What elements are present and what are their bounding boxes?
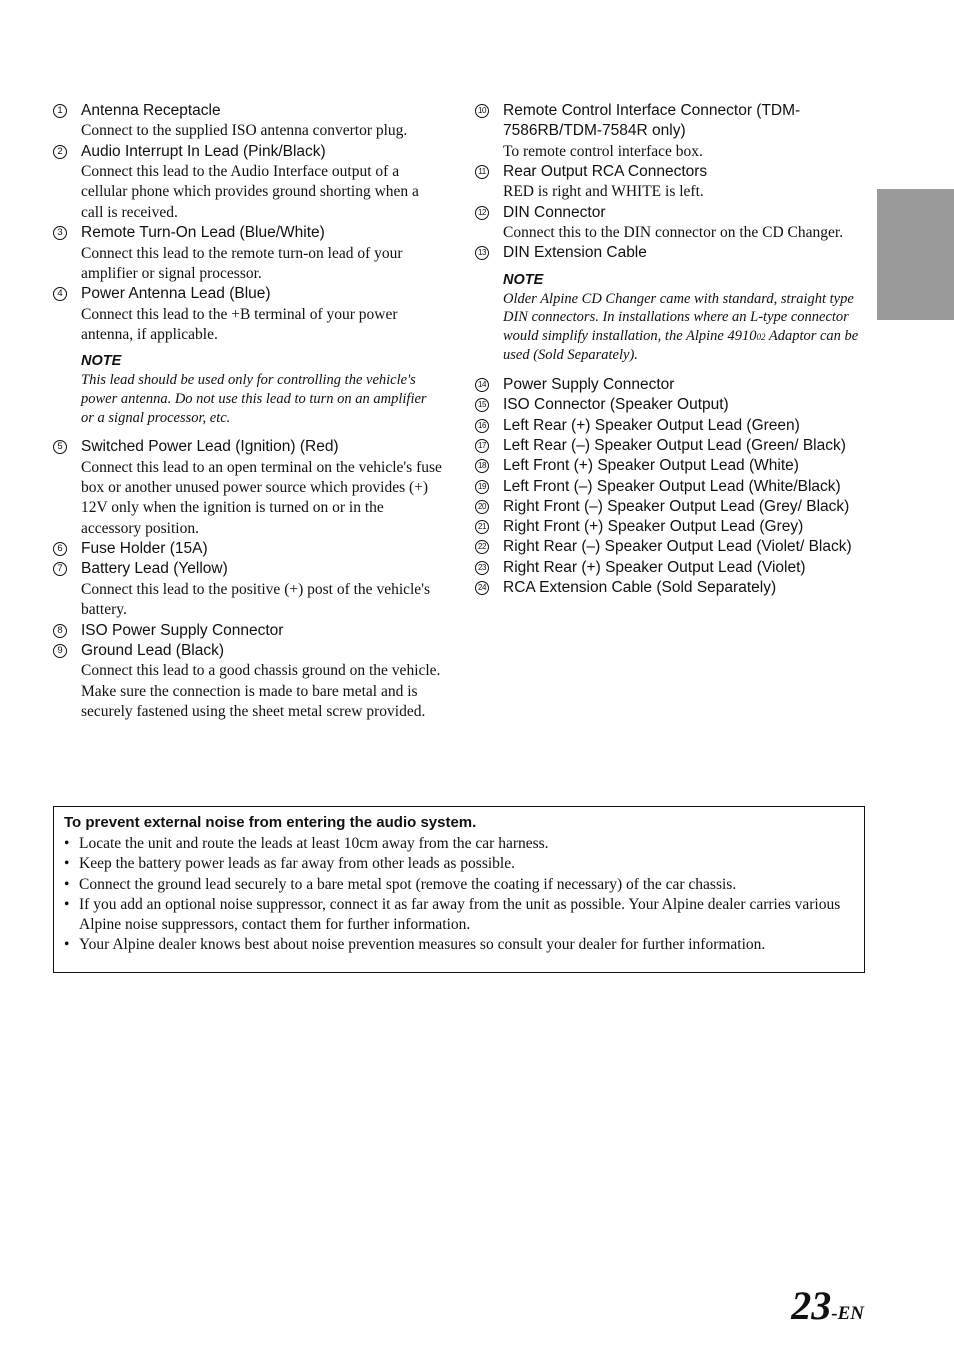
item-number: 4 [53,287,67,301]
bullet-item: • Keep the battery power leads as far away from other leads as possible. [64,854,854,874]
item-number: 12 [475,206,489,220]
bullet-icon: • [64,895,70,913]
note-text: Older Alpine CD Changer came with standard, straight type DIN connectors. In installations where an L-type connector would simplify installation, the Alpine 491002 Adaptor can be used (Sold Separately). [503,290,859,364]
list-item [475,243,875,263]
list-item [53,539,443,559]
list-item [475,395,875,415]
noise-prevention-box [53,806,865,973]
list-item [475,537,875,557]
item-description: Connect this lead to the Audio Interface output of a cellular phone which provides ground shorting when a call is received. [81,163,419,221]
list-item [53,284,443,345]
item-number: 6 [53,542,67,556]
list-item [475,477,875,497]
item-number: 17 [475,439,489,453]
item-description: Connect to the supplied ISO antenna convertor plug. [81,122,408,140]
item-description: Connect this lead to an open terminal on the vehicle's fuse box or another unused power source which provides (+) 12V only when the ignition is turned on or in the accessory position. [81,458,442,537]
item-title: ISO Power Supply Connector [81,621,284,639]
item-title: Power Antenna Lead (Blue) [81,285,271,303]
item-title: Right Rear (–) Speaker Output Lead (Violet/ Black) [503,538,852,556]
list-item [53,437,443,539]
item-number: 13 [475,246,489,260]
item-title: Fuse Holder (15A) [81,540,208,558]
list-item [53,223,443,284]
note-label: NOTE [81,353,122,370]
list-item [475,456,875,476]
item-number: 21 [475,520,489,534]
note-block [53,351,443,427]
bullet-icon: • [64,936,70,954]
item-title: RCA Extension Cable (Sold Separately) [503,579,777,597]
right-column [475,101,875,598]
bullet-icon: • [64,875,70,893]
item-description: RED is right and WHITE is left. [503,183,704,201]
item-description: To remote control interface box. [503,142,703,160]
bullet-icon: • [64,835,70,852]
list-item [53,559,443,620]
bullet-list [64,834,854,956]
item-title: Audio Interrupt In Lead (Pink/Black) [81,142,326,160]
bullet-item: • Your Alpine dealer knows best about noise prevention measures so consult your dealer for further information. [64,935,854,955]
bullet-icon: • [64,855,70,873]
item-number: 10 [475,104,489,118]
bullet-item: • If you add an optional noise suppressor, connect it as far away from the unit as possible. Your Alpine dealer carries various Alpine noise suppressors, contact them for further information. [64,895,841,934]
item-title: Remote Control Interface Connector (TDM-7586RB/TDM-7584R only) [503,102,801,140]
item-number: 2 [53,145,67,159]
item-title: Right Front (+) Speaker Output Lead (Grey) [503,518,804,536]
item-title: Remote Turn-On Lead (Blue/White) [81,224,325,242]
item-description: Connect this lead to the remote turn-on lead of your amplifier or signal processor. [81,244,403,282]
list-item [475,517,875,537]
list-item [475,416,875,436]
list-item [475,436,875,456]
item-title: DIN Connector [503,203,606,221]
list-item [475,558,875,578]
item-number: 15 [475,398,489,412]
list-item [53,641,443,723]
item-description: Connect this lead to a good chassis ground on the vehicle. Make sure the connection is made to bare metal and is securely fastened using the sheet metal screw provided. [81,662,441,720]
item-number: 24 [475,581,489,595]
note-label: NOTE [503,271,544,288]
item-title: Rear Output RCA Connectors [503,163,708,180]
item-title: Ground Lead (Black) [81,641,225,659]
section-tab [877,189,954,320]
item-number: 18 [475,459,489,473]
list-item [53,101,443,142]
item-number: 3 [53,226,67,240]
item-number: 22 [475,540,489,554]
item-description: Connect this lead to the +B terminal of your power antenna, if applicable. [81,305,398,344]
item-title: Antenna Receptacle [81,102,221,119]
page-number-suffix: -EN [831,1303,864,1324]
note-text: This lead should be used only for controlling the vehicle's power antenna. Do not use this lead to turn on an amplifier or a signal processor, etc. [81,372,427,426]
page-number [791,1282,864,1329]
item-title: Switched Power Lead (Ignition) (Red) [81,438,339,456]
item-number: 14 [475,378,489,392]
list-item [53,142,443,224]
item-number: 7 [53,562,67,576]
item-description: Connect this lead to the positive (+) post of the vehicle's battery. [81,580,431,619]
item-number: 8 [53,624,67,638]
item-number: 1 [53,104,67,118]
bullet-item: • Locate the unit and route the leads at least 10cm away from the car harness. [64,834,854,854]
item-number: 16 [475,419,489,433]
left-column [53,101,443,722]
item-title: Left Front (–) Speaker Output Lead (White/Black) [503,477,841,495]
item-number: 19 [475,480,489,494]
list-item [53,621,443,641]
box-title: To prevent external noise from entering the audio system. [64,814,477,831]
bullet-item: • Connect the ground lead securely to a bare metal spot (remove the coating if necessary) of the car chassis. [64,875,854,895]
list-item [475,578,875,598]
list-item [475,375,875,395]
item-title: Battery Lead (Yellow) [81,560,228,578]
page-number-value: 23 [791,1283,832,1328]
item-description: Connect this to the DIN connector on the CD Changer. [503,224,844,241]
item-title: ISO Connector (Speaker Output) [503,396,729,414]
item-number: 5 [53,440,67,454]
list-item [475,497,875,517]
item-title: Right Rear (+) Speaker Output Lead (Violet) [503,558,806,576]
item-title: Right Front (–) Speaker Output Lead (Grey/ Black) [503,497,850,515]
list-item [475,101,875,162]
list-item [475,203,875,244]
item-title: Left Front (+) Speaker Output Lead (White) [503,457,799,475]
item-number: 23 [475,561,489,575]
item-number: 20 [475,500,489,514]
item-title: Left Rear (+) Speaker Output Lead (Green) [503,416,800,434]
item-title: DIN Extension Cable [503,244,647,262]
item-number: 11 [475,165,489,179]
note-block [475,270,875,365]
list-item [475,162,875,203]
item-title: Left Rear (–) Speaker Output Lead (Green/ Black) [503,436,846,454]
item-number: 9 [53,644,67,658]
item-title: Power Supply Connector [503,376,675,394]
